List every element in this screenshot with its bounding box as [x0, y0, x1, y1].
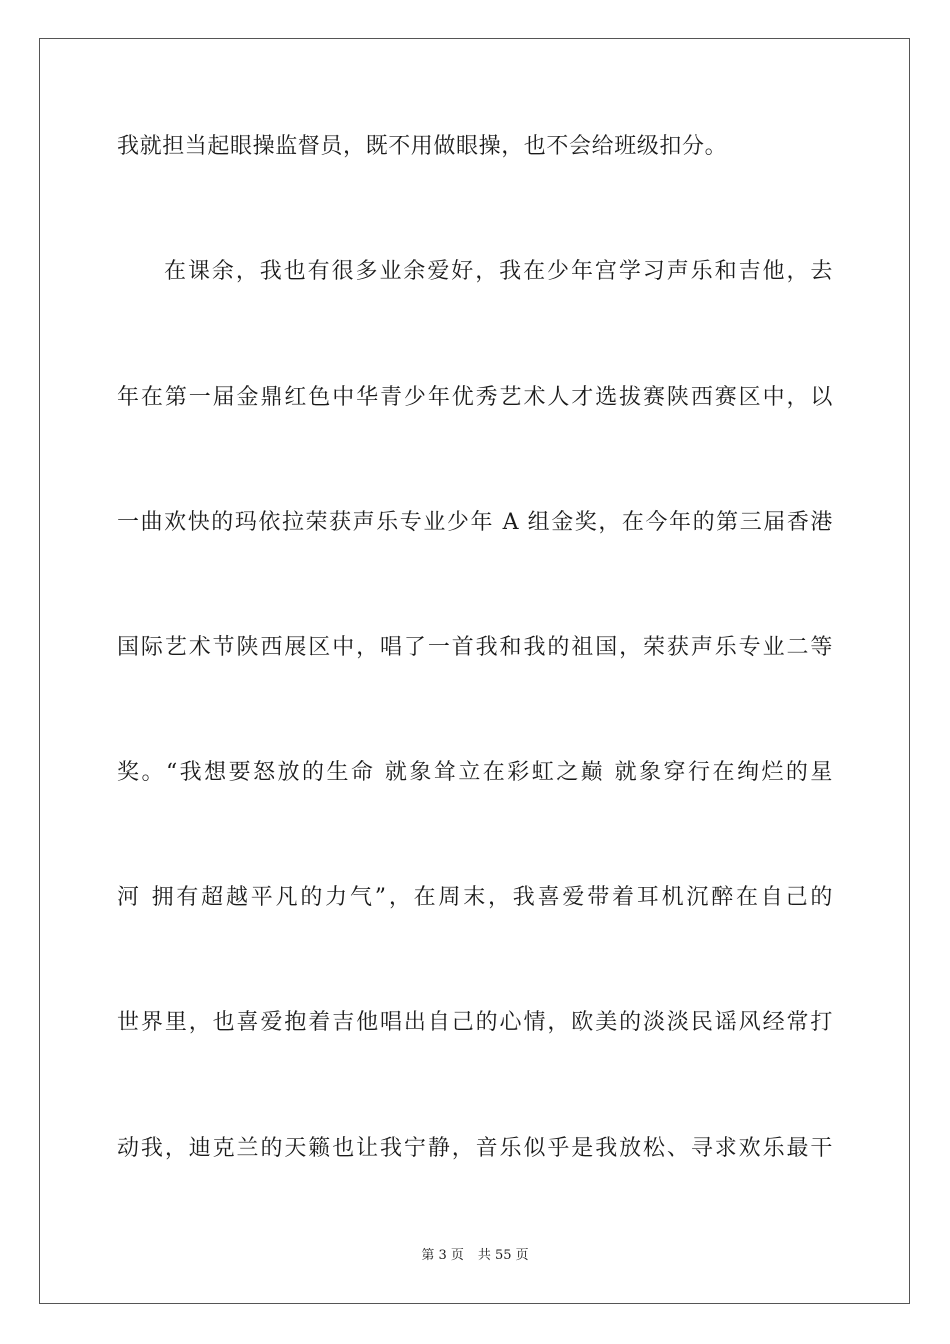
page-footer: [0, 1247, 950, 1265]
text-line-2: 在课余，我也有很多业余爱好，我在少年宫学习声乐和吉他，去: [164, 259, 833, 284]
page-border: [39, 38, 910, 1304]
page-number: 第 3 页: [421, 1248, 464, 1263]
text-line-9: 动我，迪克兰的天籁也让我宁静，音乐似乎是我放松、寻求欢乐最干: [117, 1136, 833, 1161]
text-line-6: 奖。“我想要怒放的生命 就象耸立在彩虹之巅 就象穿行在绚烂的星: [117, 760, 833, 785]
text-line-4: 一曲欢快的玛依拉荣获声乐专业少年 A 组金奖，在今年的第三届香港: [117, 510, 833, 535]
text-line-1: 我就担当起眼操监督员，既不用做眼操，也不会给班级扣分。: [117, 134, 728, 159]
text-line-5: 国际艺术节陕西展区中，唱了一首我和我的祖国，荣获声乐专业二等: [117, 635, 833, 660]
text-line-7: 河 拥有超越平凡的力气”，在周末，我喜爱带着耳机沉醉在自己的: [117, 885, 833, 910]
text-line-3: 年在第一届金鼎红色中华青少年优秀艺术人才选拔赛陕西赛区中，以: [117, 385, 833, 410]
text-line-8: 世界里，也喜爱抱着吉他唱出自己的心情，欧美的淡淡民谣风经常打: [117, 1010, 833, 1035]
page-total: 共 55 页: [477, 1248, 529, 1263]
